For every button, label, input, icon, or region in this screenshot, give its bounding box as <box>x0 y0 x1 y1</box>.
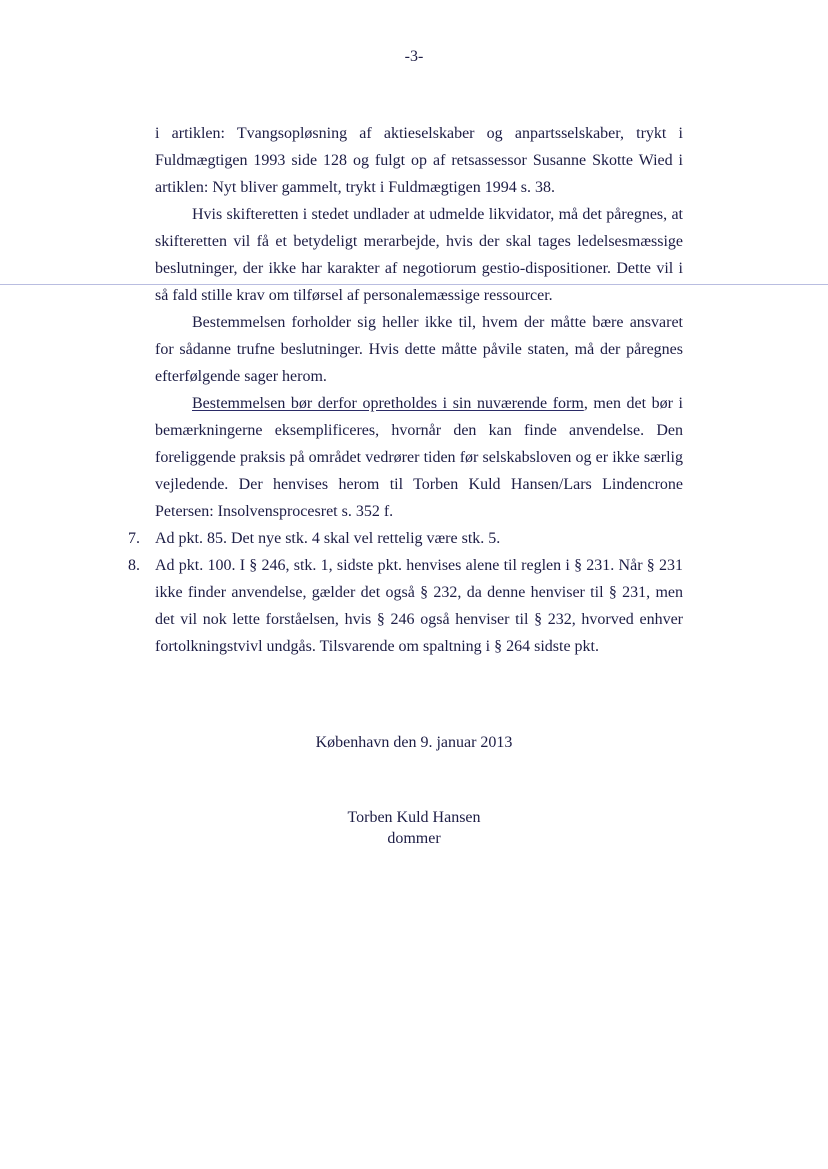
list-item-text: Ad pkt. 85. Det nye stk. 4 skal vel rettelig være stk. 5. <box>155 530 501 547</box>
paragraph-liability: Bestemmelsen forholder sig heller ikke til, hvem der måtte bære ansvaret for sådanne trufne beslutninger. Hvis dette måtte påvile staten, må der påregnes efterfølgende sager herom. <box>155 314 683 385</box>
paragraph-article-reference: i artiklen: Tvangsopløsning af aktieselskaber og anpartsselskaber, trykt i Fuldmægtigen 1993 side 128 og fulgt op af retsassessor Susanne Skotte Wied i artiklen: Nyt bliver gammelt, trykt i Fuldmægtigen 1994 s. 38. <box>155 125 683 196</box>
list-item-number: 8. <box>128 557 140 574</box>
signer-title: dommer <box>387 830 441 847</box>
page-number: -3- <box>404 48 424 65</box>
list-item-8 <box>128 552 683 660</box>
signer-name: Torben Kuld Hansen <box>347 809 481 826</box>
paragraph-recommendation <box>155 390 683 525</box>
list-item-text: Ad pkt. 100. I § 246, stk. 1, sidste pkt. henvises alene til reglen i § 231. Når § 231 ikke finder anvendelse, gælder det også § 232, da denne henviser til § 231, men det vil nok lette forståelsen, hvis § 246 også henviser til § 232, hvorved enhver fortolkningstvivl undgås. Tilsvarende om spaltning i § 264 sidste pkt. <box>155 557 683 655</box>
list-item-number: 7. <box>128 530 140 547</box>
place-date: København den 9. januar 2013 <box>315 734 513 751</box>
body-text <box>128 120 683 660</box>
recommendation-rest: , men det bør i bemærkningerne eksemplificeres, hvornår den kan finde anvendelse. Den foreliggende praksis på området vedrører tiden før selskabsloven og er ikke særlig vejledende. Der henvises herom til Torben Kuld Hansen/Lars Lindencrone Petersen: Insolvensprocesret s. 352 f. <box>155 395 683 520</box>
list-item-7 <box>128 525 683 552</box>
paragraph-liquidator: Hvis skifteretten i stedet undlader at udmelde likvidator, må det påregnes, at skifteretten vil få et betydeligt merarbejde, hvis der skal tages ledelsesmæssige beslutninger, der ikke har karakter af negotiorum gestio-dispositioner. Dette vil i så fald stille krav om tilførsel af personalemæssige ressourcer. <box>155 206 683 304</box>
recommendation-underlined: Bestemmelsen bør derfor opretholdes i sin nuværende form <box>192 395 584 412</box>
